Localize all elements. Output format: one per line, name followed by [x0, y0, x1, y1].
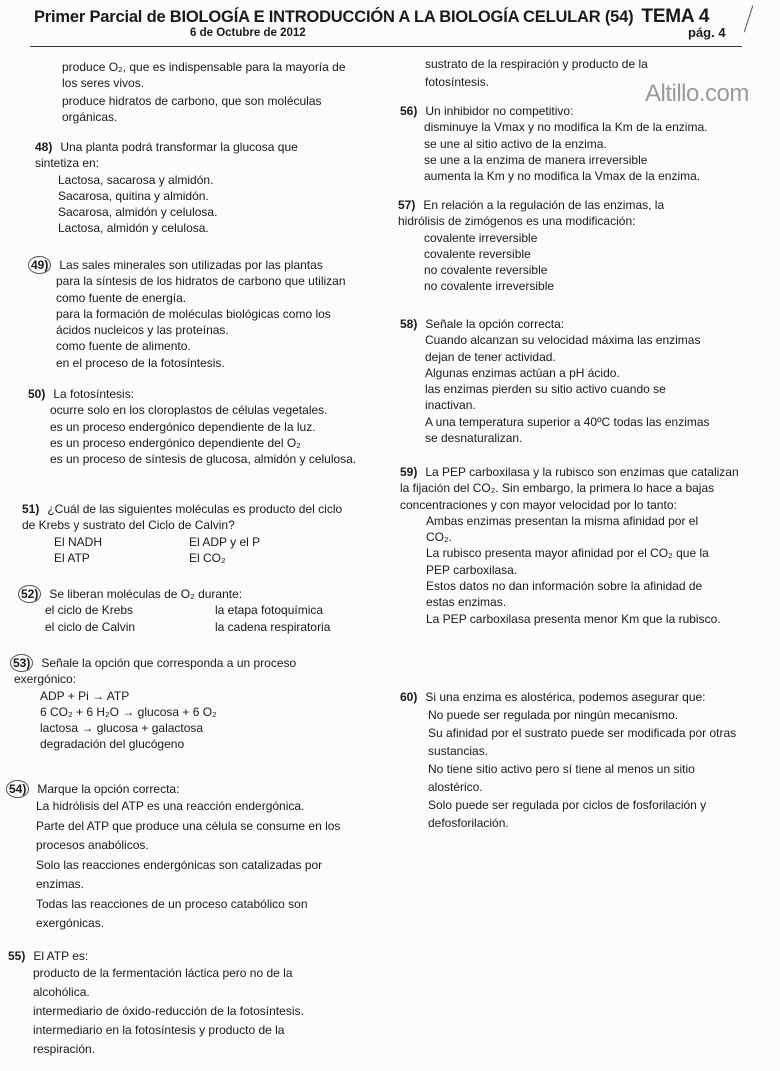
question-stem	[400, 103, 745, 119]
answer-option: El ATP	[54, 550, 90, 565]
question-stem	[28, 386, 358, 402]
question-number: 54)	[6, 780, 29, 798]
option-list	[50, 402, 360, 467]
answer-option: La rubisco presenta mayor afinidad por el CO₂ que la PEP carboxilasa.	[426, 546, 709, 577]
option-list	[428, 706, 748, 832]
question-text: El ATP es:	[33, 949, 89, 963]
answer-option: A una temperatura superior a 40ºC todas las enzimas se desnaturalizan.	[425, 414, 710, 446]
answer-option: produce hidratos de carbono, que son moléculas orgánicas.	[62, 93, 322, 124]
answer-option: Cuando alcanzan su velocidad máxima las enzimas dejan de tener actividad.	[425, 333, 701, 364]
answer-option: no covalente reversible	[424, 263, 548, 278]
answer-option: Estos datos no dan información sobre la afinidad de estas enzimas.	[426, 579, 703, 610]
answer-option: Lactosa, almidón y celulosa.	[58, 221, 209, 236]
answer-option: para la formación de moléculas biológicas como los ácidos nucleicos y las proteínas.	[56, 306, 331, 338]
question-text: Se liberan moléculas de O₂ durante:	[49, 587, 243, 601]
header-divider	[30, 46, 742, 47]
answer-option: 6 CO₂ + 6 H₂O → glucosa + 6 O₂	[40, 704, 217, 719]
question-54	[10, 781, 370, 934]
option-list	[40, 688, 344, 753]
option-list	[62, 59, 362, 125]
question-59	[400, 464, 740, 627]
answer-option: ADP + Pi → ATP	[40, 688, 130, 703]
answer-option: Todas las reacciones de un proceso catabólico son exergónicas.	[36, 896, 308, 931]
answer-option: lactosa → glucosa + galactosa	[40, 721, 204, 736]
question-number: 60)	[400, 690, 418, 704]
exam-title	[34, 6, 709, 28]
question-number: 51)	[22, 502, 40, 516]
question-text: La fotosíntesis:	[53, 387, 135, 401]
option-list	[36, 797, 366, 934]
answer-option: para la síntesis de los hidratos de carbono que utilizan como fuente de energía.	[56, 274, 346, 305]
question-51	[22, 501, 352, 566]
question-text: Señale la opción correcta:	[425, 317, 565, 331]
option-list	[58, 172, 335, 237]
question-continuation	[425, 55, 685, 91]
question-number: 59)	[400, 465, 418, 479]
question-text: Marque la opción correcta:	[37, 782, 180, 796]
answer-option: Su afinidad por el sustrato puede ser modificada por otras sustancias.	[428, 726, 737, 758]
question-number: 50)	[28, 387, 46, 401]
question-number: 56)	[400, 104, 418, 118]
question-stem	[22, 586, 362, 602]
answer-option: El CO₂	[189, 550, 226, 565]
exam-title-text: Primer Parcial de BIOLOGÍA E INTRODUCCIÓN A LA BIOLOGÍA CELULAR (54)	[34, 8, 634, 26]
question-text: En relación a la regulación de las enzimas, la hidrólisis de zimógenos es una modificación:	[398, 198, 665, 229]
question-stem	[400, 316, 740, 332]
answer-option: Parte del ATP que produce una célula se consume en los procesos anabólicos.	[36, 818, 341, 853]
question-number: 48)	[35, 140, 53, 154]
question-text: ¿Cuál de las siguientes moléculas es producto del ciclo de Krebs y sustrato del Ciclo de Calvin?	[22, 502, 343, 533]
answer-option: no covalente irreversible	[424, 279, 555, 294]
question-53	[14, 655, 344, 753]
question-stem	[10, 781, 370, 797]
answer-option: Solo puede ser regulada por ciclos de fosforilación y defosforilación.	[428, 798, 707, 830]
option-list	[45, 602, 385, 635]
question-55	[8, 948, 348, 1059]
option-list	[425, 55, 685, 91]
answer-option: covalente reversible	[424, 246, 531, 261]
answer-option: intermediario de óxido-reducción de la fotosíntesis.	[33, 1004, 304, 1019]
question-48	[35, 139, 335, 237]
answer-option: La hidrólisis del ATP es una reacción endergónica.	[36, 799, 305, 814]
answer-option: degradación del glucógeno	[40, 737, 185, 752]
question-text: Una planta podrá transformar la glucosa que sintetiza en:	[35, 140, 298, 171]
answer-option: es un proceso endergónico dependiente del O₂	[50, 435, 301, 450]
watermark: Altillo.com	[645, 80, 749, 107]
question-stem	[14, 655, 344, 688]
answer-option: las enzimas pierden su sitio activo cuando se inactivan.	[425, 382, 666, 413]
option-list	[33, 964, 333, 1059]
option-list	[56, 273, 348, 371]
answer-option: Solo las reacciones endergónicas son catalizadas por enzimas.	[36, 857, 323, 892]
answer-option: La PEP carboxilasa presenta menor Km que la rubisco.	[426, 611, 721, 626]
answer-option: covalente irreversible	[424, 230, 538, 245]
tema-label: TEMA 4	[641, 6, 710, 27]
answer-option: producto de la fermentación láctica pero no de la alcohólica.	[33, 966, 293, 1000]
answer-option: en el proceso de la fotosíntesis.	[56, 355, 225, 370]
answer-option: No tiene sitio activo pero sí tiene al menos un sitio alostérico.	[428, 762, 695, 794]
question-58	[400, 316, 740, 446]
answer-option: Sacarosa, almidón y celulosa.	[58, 205, 218, 220]
answer-option: se une al sitio activo de la enzima.	[424, 136, 607, 151]
question-52	[22, 586, 362, 635]
question-number: 58)	[400, 317, 418, 331]
answer-option: sustrato de la respiración y producto de la fotosíntesis.	[425, 57, 648, 89]
question-number: 52)	[18, 585, 41, 603]
answer-option: como fuente de alimento.	[56, 339, 191, 354]
question-text: Señale la opción que corresponda a un proceso exergónico:	[14, 656, 297, 687]
question-50	[28, 386, 358, 467]
question-number: 49)	[28, 256, 51, 274]
answer-option: No puede ser regulada por ningún mecanismo.	[428, 708, 679, 722]
question-number: 53)	[10, 654, 33, 672]
answer-option: El ADP y el P	[189, 534, 261, 549]
page-number: pág. 4	[688, 25, 726, 40]
option-list	[424, 119, 745, 184]
answer-option: produce O₂, que es indispensable para la mayoría de los seres vivos.	[62, 60, 346, 91]
question-text: Un inhibidor no competitivo:	[425, 104, 574, 118]
question-stem	[398, 197, 698, 230]
question-stem	[400, 464, 740, 513]
answer-option: el ciclo de Krebs	[45, 603, 134, 618]
answer-option: la etapa fotoquímica	[215, 603, 324, 618]
answer-option: Lactosa, sacarosa y almidón.	[58, 172, 214, 187]
question-stem	[8, 948, 348, 964]
answer-option: el ciclo de Calvin	[45, 619, 136, 634]
answer-option: la cadena respiratoria	[215, 619, 331, 634]
question-text: Si una enzima es alostérica, podemos asegurar que:	[425, 690, 706, 704]
answer-option: es un proceso endergónico dependiente de la luz.	[50, 419, 316, 434]
question-text: La PEP carboxilasa y la rubisco son enzimas que catalizan la fijación del CO₂. Sin embargo, la primera lo hace a bajas concentraciones y con mayor velocidad por lo tanto:	[400, 465, 739, 512]
question-stem	[35, 139, 335, 172]
answer-option: ocurre solo en los cloroplastos de células vegetales.	[50, 403, 328, 418]
question-stem	[32, 257, 352, 273]
answer-option: intermediario en la fotosíntesis y producto de la respiración.	[33, 1023, 285, 1057]
option-list	[54, 534, 324, 567]
question-60	[400, 688, 750, 832]
question-stem	[400, 688, 750, 706]
answer-option: se une a la enzima de manera irreversible	[424, 152, 648, 167]
answer-option: Ambas enzimas presentan la misma afinidad por el CO₂.	[426, 513, 699, 545]
answer-option: es un proceso de síntesis de glucosa, almidón y celulosa.	[50, 452, 357, 467]
question-number: 55)	[8, 949, 26, 963]
question-56	[400, 103, 745, 184]
answer-option: disminuye la Vmax y no modifica la Km de la enzima.	[424, 120, 708, 135]
question-stem	[22, 501, 352, 534]
pen-mark	[744, 5, 755, 32]
answer-option: Sacarosa, quitina y almidón.	[58, 188, 209, 203]
exam-date: 6 de Octubre de 2012	[190, 27, 306, 39]
question-continuation	[62, 59, 362, 126]
answer-option: El NADH	[54, 534, 103, 549]
question-text: Las sales minerales son utilizadas por las plantas	[59, 258, 323, 272]
answer-option: Algunas enzimas actúan a pH ácido.	[425, 365, 620, 380]
question-number: 57)	[398, 198, 416, 212]
answer-option: aumenta la Km y no modifica la Vmax de la enzima.	[424, 169, 701, 184]
question-49	[32, 257, 352, 371]
option-list	[424, 230, 698, 295]
question-57	[398, 197, 698, 295]
option-list	[425, 332, 715, 446]
option-list	[426, 513, 726, 627]
